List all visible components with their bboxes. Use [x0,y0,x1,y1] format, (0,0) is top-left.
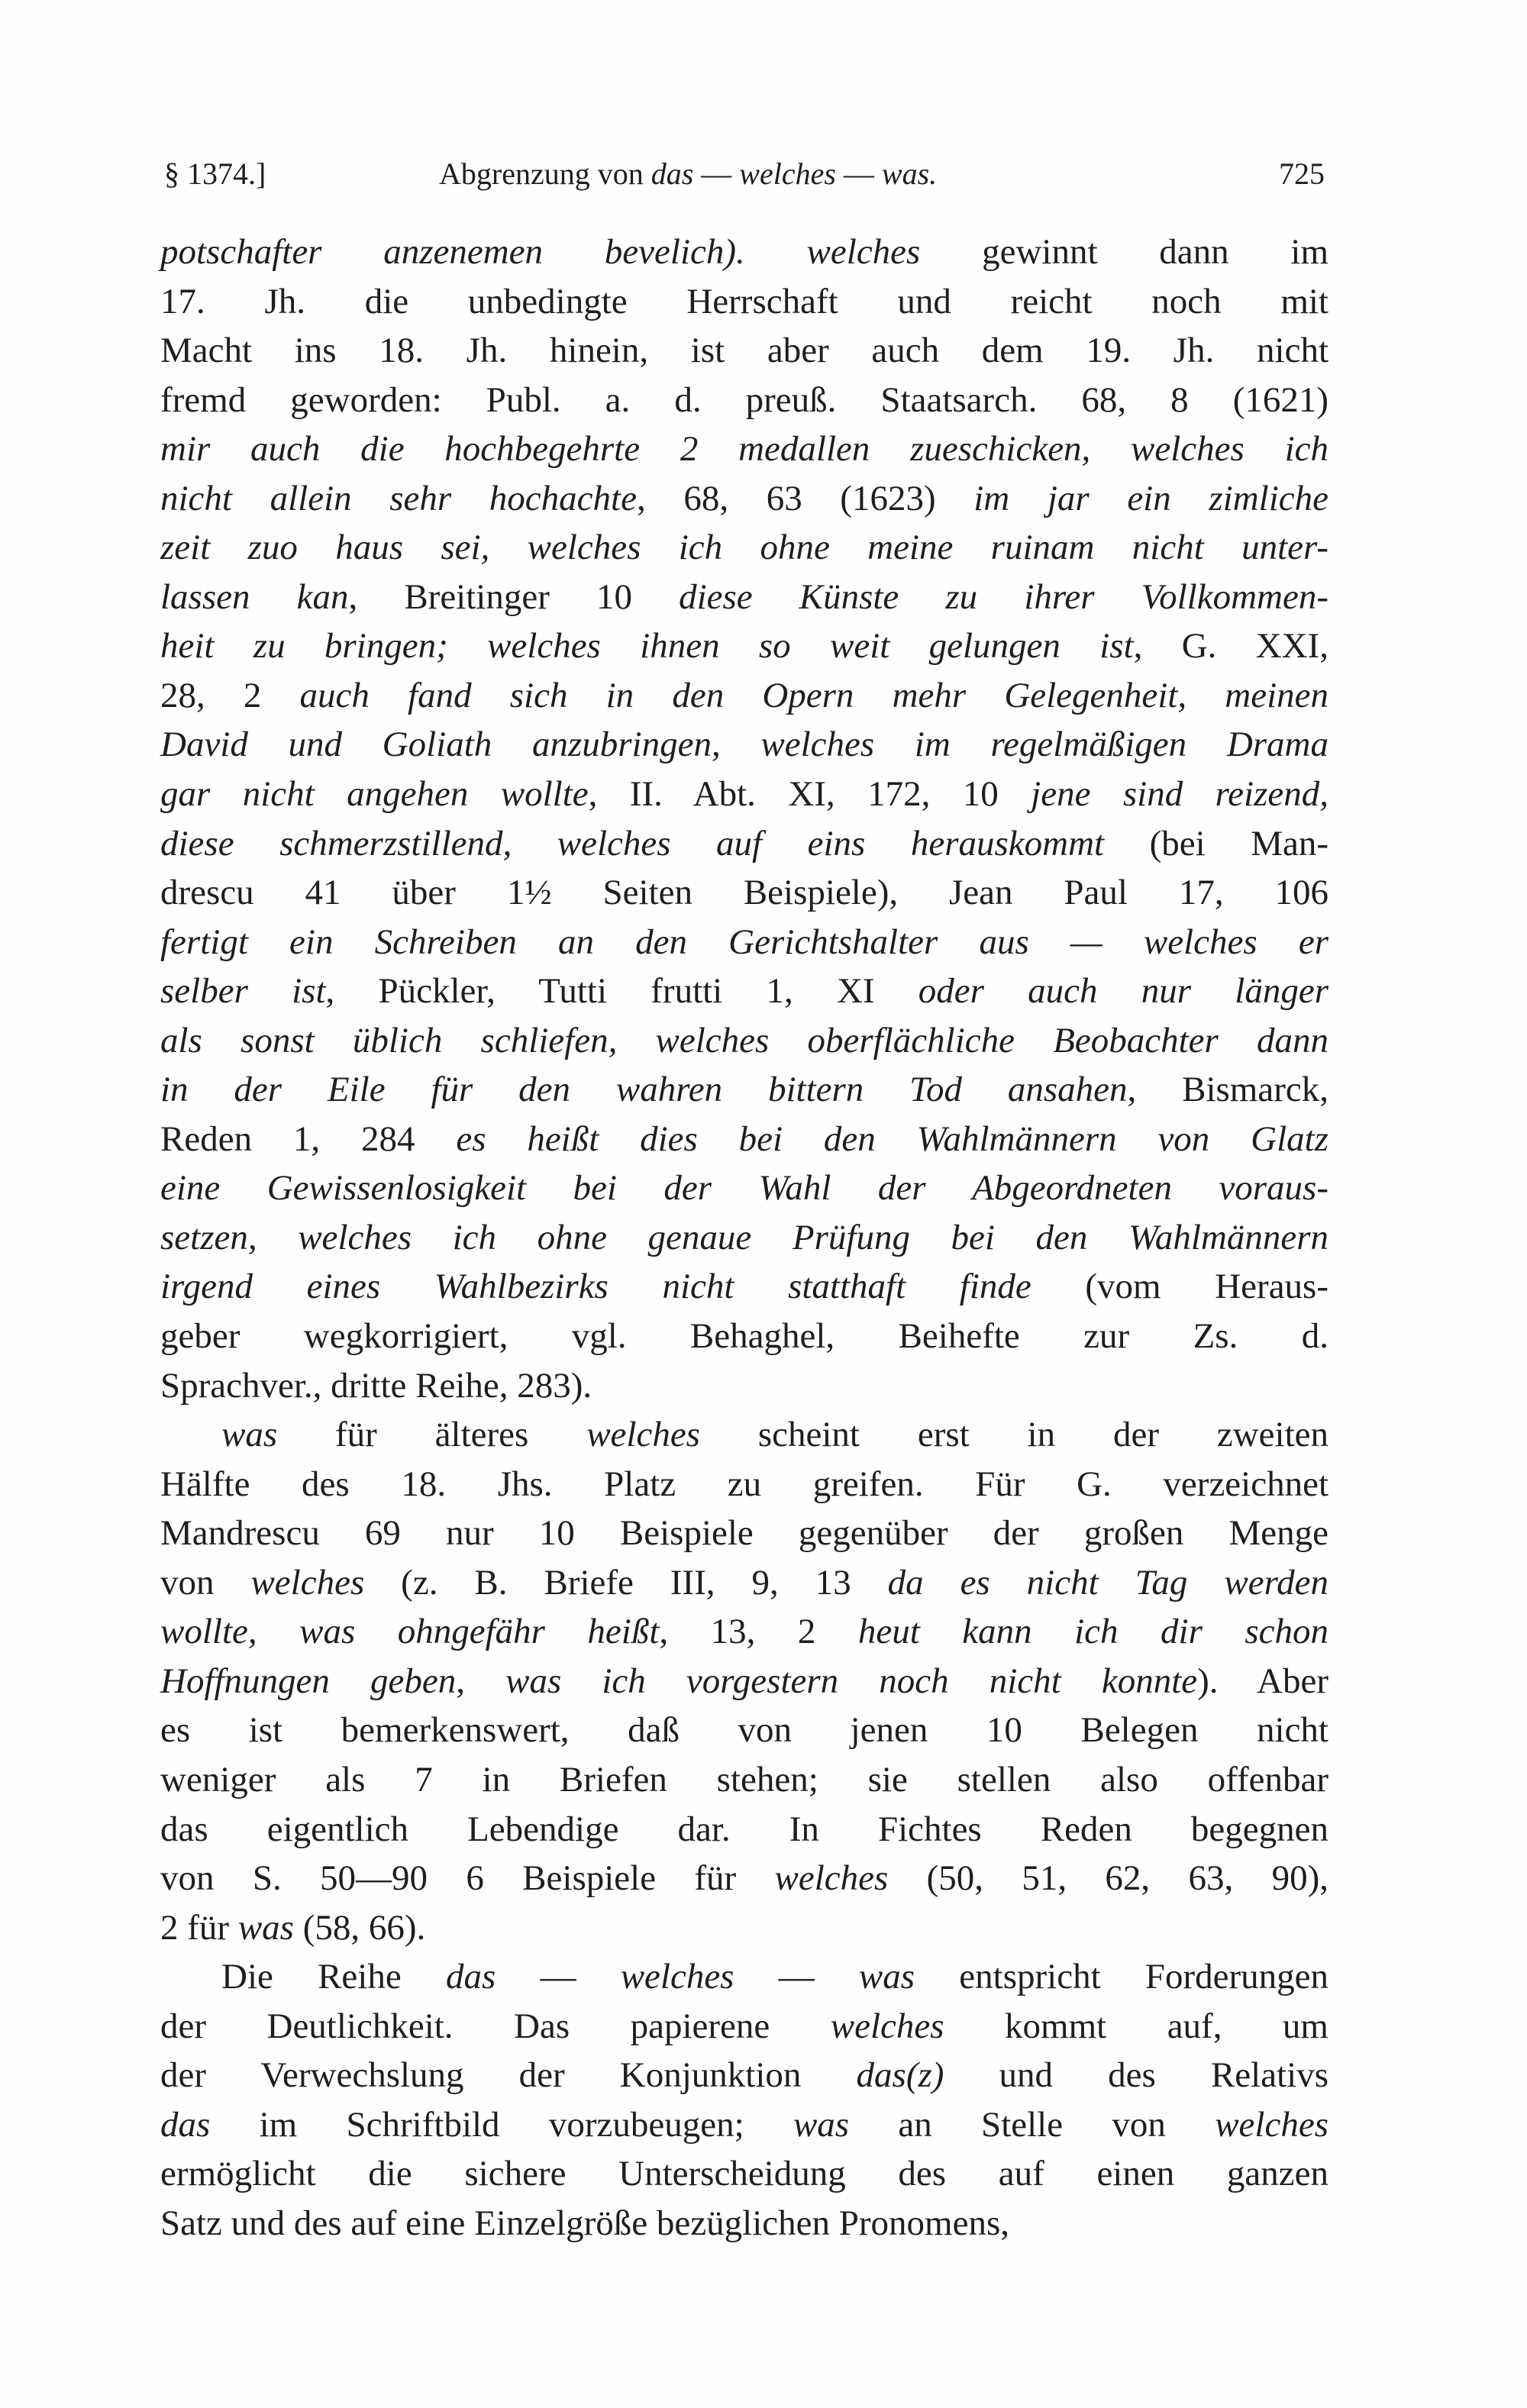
text-run: drescu 41 über 1½ Seiten Beispiele), Jean Paul 17, 106 [160,873,1328,913]
italic-text: heit zu bringen; welches ihnen so weit gelungen ist [160,626,1134,667]
italic-text: welches [250,1562,365,1603]
text-run: Macht ins 18. Jh. hinein, ist aber auch dem 19. Jh. nicht [160,331,1328,371]
text-run: (50, 51, 62, 63, 90), [888,1858,1328,1899]
text-run: und des Relativs [944,2055,1328,2096]
text-line [160,1213,1328,1263]
text-run: scheint erst in der zweiten [699,1415,1328,1455]
italic-text: jene sind reizend, [1031,774,1328,815]
text-run: im Schriftbild vorzubeugen; [210,2104,793,2145]
italic-text: heut kann ich dir schon [857,1612,1329,1652]
text-line [160,424,1328,474]
text-line [160,474,1328,524]
text-line [160,1164,1328,1213]
text-line [160,2149,1328,2199]
page-header [164,151,1325,197]
italic-text: welches [774,1858,889,1899]
text-line [160,1854,1328,1903]
text-line [160,573,1328,622]
text-line [160,1558,1328,1608]
text-run: (z. B. Briefe III, 9, 13 [364,1562,888,1603]
text-run: der Verwechslung der Konjunktion [160,2055,857,2096]
running-title-dash: — [843,157,874,191]
text-run: geber wegkorrigiert, vgl. Behaghel, Beihefte zur Zs. d. [160,1316,1328,1357]
italic-text: David und Goliath anzubringen, welches im regelmäßigen Drama [160,725,1328,765]
text-run: von S. 50—90 6 Beispiele für [160,1858,775,1899]
italic-text: es heißt dies bei den Wahlmännern von Glatz [456,1118,1328,1159]
text-line [160,1016,1328,1066]
text-run: weniger als 7 in Briefen stehen; sie stellen also offenbar [160,1759,1328,1800]
text-run: Mandrescu 69 nur 10 Beispiele gegenüber der großen Menge [160,1513,1328,1554]
text-run: es ist bemerkenswert, daß von jenen 10 Belegen nicht [160,1710,1328,1751]
text-line [160,918,1328,967]
italic-text: das [445,1957,496,1997]
text-line [160,1657,1328,1706]
running-title-prefix: Abgrenzung von [439,157,644,191]
text-run: Sprachver., dritte Reihe, 283). [160,1365,592,1406]
text-run: , II. Abt. XI, 172, 10 [588,774,1031,815]
running-title [439,151,937,197]
text-line [160,376,1328,425]
text-run: kommt auf, um [944,2006,1328,2046]
text-line [160,1361,1328,1411]
text-run: das eigentlich Lebendige dar. In Fichtes Reden begegnen [160,1809,1328,1849]
text-line [160,967,1328,1016]
running-title-das: das [651,157,694,191]
text-line [160,228,1328,277]
italic-text: mir auch die hochbegehrte 2 medallen zueschicken, welches ich [160,429,1328,470]
italic-text: zeit zuo haus sei, welches ich ohne meine ruinam nicht unter- [160,528,1328,568]
text-line [160,2002,1328,2051]
section-number: § 1374.] [164,157,266,191]
italic-text: welches [830,2006,944,2046]
italic-text: da es nicht Tag werden [887,1562,1328,1603]
italic-text: in der Eile für den wahren bittern Tod ansahen [160,1070,1128,1110]
text-line [160,819,1328,869]
text-run: fremd geworden: Publ. a. d. preuß. Staatsarch. 68, 8 (1621) [160,379,1328,420]
text-line [160,720,1328,770]
italic-text: setzen, welches ich ohne genaue Prüfung bei den Wahlmännern [160,1217,1328,1257]
text-run: ). Aber [1197,1661,1328,1701]
italic-text: oder auch nur länger [918,971,1328,1012]
italic-text: diese Künste zu ihrer Vollkommen- [679,576,1328,617]
text-run: (vom Heraus- [1031,1267,1328,1307]
italic-text: was [221,1415,278,1455]
text-line [160,2051,1328,2100]
italic-text: Hoffnungen geben, was ich vorgestern noch nicht konnte [160,1661,1198,1701]
italic-text: lassen kan [160,576,349,617]
text-run: gewinnt dann im [920,232,1328,272]
italic-text: nicht allein sehr hochachte [160,478,637,518]
running-title-welches: welches [739,157,836,191]
italic-text: welches [586,1415,700,1455]
text-line [160,1706,1328,1755]
italic-text: potschafter anzenemen bevelich). [160,232,745,272]
text-line [160,1410,1328,1460]
text-line [160,1903,1328,1953]
italic-text: als sonst üblich schliefen, welches oberflächliche Beobachter dann [160,1020,1328,1060]
text-line [160,1952,1328,2002]
body-text [160,228,1328,2248]
italic-text: fertigt ein Schreiben an den Gerichtshalter aus — welches er [160,922,1328,962]
text-run: — [496,1957,621,1997]
text-run: von [160,1562,251,1603]
text-run: 28, 2 [160,675,300,715]
text-line [160,523,1328,573]
italic-text: wollte, was ohngefähr heißt [160,1612,660,1652]
text-run: , G. XXI, [1133,626,1328,667]
italic-text: auch fand sich in den Opern mehr Gelegenheit, meinen [299,675,1328,715]
italic-text: welches [620,1957,734,1997]
italic-text: was [858,1957,915,1997]
text-line [160,1262,1328,1312]
text-run: Hälfte des 18. Jhs. Platz zu greifen. Für G. verzeichnet [160,1464,1328,1504]
text-run: an Stelle von [849,2104,1215,2145]
running-title-dash: — [701,157,732,191]
text-line [160,2100,1328,2150]
text-line [160,326,1328,376]
text-run: 17. Jh. die unbedingte Herrschaft und reicht noch mit [160,281,1328,321]
text-run: Satz und des auf eine Einzelgröße bezüglichen Pronomens, [160,2203,1009,2243]
text-line [160,1115,1328,1164]
text-line [160,1805,1328,1854]
text-run: , Breitinger 10 [348,576,680,617]
text-run: für älteres [277,1415,587,1455]
italic-text: irgend eines Wahlbezirks nicht statthaft finde [160,1267,1031,1307]
text-line [160,671,1328,721]
text-run: entspricht Forderungen [915,1957,1329,1997]
running-title-was: was. [881,157,938,191]
text-line [160,1509,1328,1558]
text-run: , 13, 2 [659,1612,858,1652]
italic-text: was [793,2104,850,2145]
italic-text: im jar ein zimliche [973,478,1328,518]
text-line [160,277,1328,327]
text-run: der Deutlichkeit. Das papierene [160,2006,831,2046]
text-line [160,1755,1328,1805]
italic-text: welches [806,232,921,272]
text-run: , Bismarck, [1127,1070,1328,1110]
text-run [745,232,807,272]
text-run: 2 für [160,1907,238,1948]
text-run: , 68, 63 (1623) [636,478,974,518]
text-run: (58, 66). [293,1907,426,1948]
italic-text: das(z) [856,2055,944,2096]
text-run: — [734,1957,859,1997]
text-line [160,1312,1328,1361]
text-run: , Pückler, Tutti frutti 1, XI [325,971,918,1012]
page-number: 725 [1279,157,1325,191]
text-line [160,1460,1328,1509]
text-line [160,1607,1328,1657]
text-line [160,621,1328,671]
italic-text: eine Gewissenlosigkeit bei der Wahl der Abgeordneten voraus- [160,1168,1328,1209]
text-line [160,2199,1328,2248]
italic-text: diese schmerzstillend, welches auf eins herauskommt [160,823,1105,863]
text-run: (bei Man- [1104,823,1329,863]
italic-text: das [160,2104,211,2145]
text-line [160,1065,1328,1115]
italic-text: welches [1215,2104,1328,2145]
italic-text: selber ist [160,971,326,1012]
italic-text: was [237,1907,294,1948]
italic-text: gar nicht angehen wollte [160,774,589,815]
text-run: Reden 1, 284 [160,1118,457,1159]
text-run: Die Reihe [221,1957,446,1997]
text-run: ermöglicht die sichere Unterscheidung des auf einen ganzen [160,2154,1328,2194]
text-line [160,770,1328,819]
text-line [160,868,1328,918]
